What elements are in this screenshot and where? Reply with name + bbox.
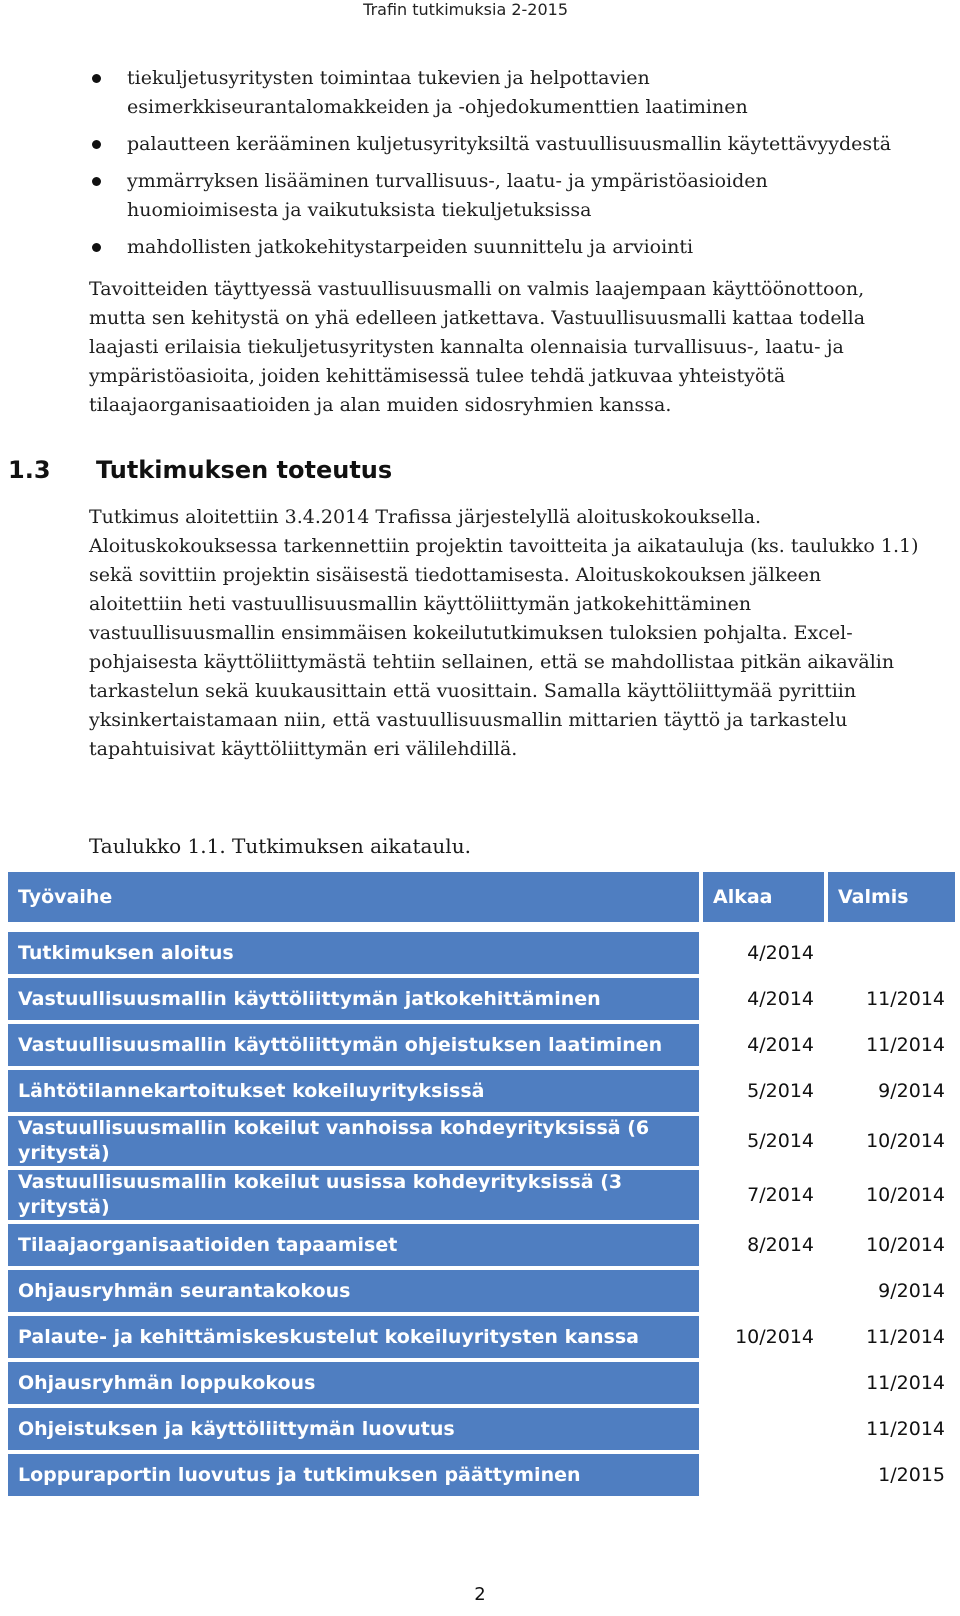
phase-cell: Loppuraportin luovutus ja tutkimuksen päättyminen — [8, 1454, 703, 1496]
page-number: 2 — [474, 1584, 486, 1605]
start-cell: 4/2014 — [703, 978, 828, 1020]
table-row — [8, 1116, 955, 1166]
bullet-text: mahdollisten jatkokehitystarpeiden suunnittelu ja arviointi — [127, 236, 694, 258]
implementation-paragraph: Tutkimus aloitettiin 3.4.2014 Trafissa järjestelyllä aloituskokouksella. Aloituskokouksessa tarkennettiin projektin tavoitteita ja aikatauluja (ks. taulukko 1.1) sekä sovittiin projektin sisäisestä tiedottamisesta. Aloituskokouksen jälkeen aloitettiin heti vastuullisuusmallin käyttöliittymän jatkokehittäminen vastuullisuusmallin ensimmäisen kokeilututkimuksen tuloksien pohjalta. Excel-pohjaisesta käyttöliittymästä tehtiin sellainen, että se mahdollistaa pitkän aikavälin tarkastelun sekä kuukausittain että vuosittain. Samalla käyttöliittymää pyrittiin yksinkertaistamaan niin, että vastuullisuusmallin mittarien täyttö ja tarkastelu tapahtuisivat käyttöliittymän eri välilehdillä. — [89, 506, 919, 760]
bullet-item — [0, 167, 960, 225]
start-cell — [703, 1408, 828, 1450]
bullet-text: tiekuljetusyritysten toimintaa tukevien ja helpottavien esimerkkiseurantalomakkeiden ja -ohjedokumenttien laatiminen — [127, 67, 748, 118]
phase-cell: Palaute- ja kehittämiskeskustelut kokeiluyritysten kanssa — [8, 1316, 703, 1358]
start-cell: 5/2014 — [703, 1116, 828, 1166]
start-cell — [703, 1270, 828, 1312]
table-row — [8, 1316, 955, 1358]
phase-cell: Vastuullisuusmallin kokeilut uusissa kohdeyrityksissä (3 yritystä) — [8, 1170, 703, 1220]
end-cell — [828, 932, 955, 974]
bullet-text: palautteen kerääminen kuljetusyrityksiltä vastuullisuusmallin käytettävyydestä — [127, 133, 892, 155]
section-number: 1.3 — [8, 456, 51, 484]
table-row — [8, 1224, 955, 1266]
table-row — [8, 932, 955, 974]
schedule-table — [8, 868, 955, 1500]
start-cell: 7/2014 — [703, 1170, 828, 1220]
end-cell: 11/2014 — [828, 978, 955, 1020]
bullet-icon — [92, 243, 101, 252]
table-row — [8, 1454, 955, 1496]
end-cell: 10/2014 — [828, 1170, 955, 1220]
table-row — [8, 1024, 955, 1066]
end-cell: 1/2015 — [828, 1454, 955, 1496]
end-cell: 11/2014 — [828, 1316, 955, 1358]
end-cell: 9/2014 — [828, 1070, 955, 1112]
table-row — [8, 1408, 955, 1450]
phase-cell: Vastuullisuusmallin käyttöliittymän jatkokehittäminen — [8, 978, 703, 1020]
bullet-item — [0, 130, 960, 159]
bullet-icon — [92, 177, 101, 186]
bullet-text: ymmärryksen lisääminen turvallisuus-, laatu- ja ympäristöasioiden huomioimisesta ja vaikutuksista tiekuljetuksissa — [127, 170, 768, 221]
end-cell: 11/2014 — [828, 1408, 955, 1450]
bullet-item — [0, 64, 960, 122]
end-cell: 10/2014 — [828, 1224, 955, 1266]
phase-cell: Tilaajaorganisaatioiden tapaamiset — [8, 1224, 703, 1266]
start-cell: 10/2014 — [703, 1316, 828, 1358]
phase-cell: Ohjausryhmän seurantakokous — [8, 1270, 703, 1312]
goals-bullet-list — [0, 64, 960, 270]
table-caption: Taulukko 1.1. Tutkimuksen aikataulu. — [89, 834, 471, 858]
phase-cell: Ohjeistuksen ja käyttöliittymän luovutus — [8, 1408, 703, 1450]
running-header: Trafin tutkimuksia 2-2015 — [363, 0, 568, 19]
start-cell: 4/2014 — [703, 932, 828, 974]
table-row — [8, 978, 955, 1020]
start-cell: 4/2014 — [703, 1024, 828, 1066]
start-cell: 5/2014 — [703, 1070, 828, 1112]
phase-cell: Vastuullisuusmallin käyttöliittymän ohjeistuksen laatiminen — [8, 1024, 703, 1066]
end-cell: 11/2014 — [828, 1362, 955, 1404]
section-title: Tutkimuksen toteutus — [96, 456, 393, 484]
table-row — [8, 1270, 955, 1312]
bullet-icon — [92, 74, 101, 83]
column-header-phase: Työvaihe — [8, 872, 703, 922]
bullet-icon — [92, 140, 101, 149]
end-cell: 11/2014 — [828, 1024, 955, 1066]
table-row — [8, 1070, 955, 1112]
column-header-start: Alkaa — [703, 872, 828, 922]
goals-paragraph: Tavoitteiden täyttyessä vastuullisuusmalli on valmis laajempaan käyttöönottoon, mutta sen kehitystä on yhä edelleen jatkettava. Vastuullisuusmalli kattaa todella laajasti erilaisia tiekuljetusyritysten kannalta olennaisia turvallisuus-, laatu- ja ympäristöasioita, joiden kehittämisessä tulee tehdä jatkuvaa yhteistyötä tilaajaorganisaatioiden ja alan muiden sidosryhmien kanssa. — [89, 278, 866, 416]
phase-cell: Vastuullisuusmallin kokeilut vanhoissa kohdeyrityksissä (6 yritystä) — [8, 1116, 703, 1166]
phase-cell: Ohjausryhmän loppukokous — [8, 1362, 703, 1404]
end-cell: 9/2014 — [828, 1270, 955, 1312]
table-row — [8, 1362, 955, 1404]
end-cell: 10/2014 — [828, 1116, 955, 1166]
phase-cell: Lähtötilannekartoitukset kokeiluyrityksissä — [8, 1070, 703, 1112]
table-row — [8, 1170, 955, 1220]
start-cell: 8/2014 — [703, 1224, 828, 1266]
start-cell — [703, 1362, 828, 1404]
column-header-end: Valmis — [828, 872, 955, 922]
bullet-item — [0, 233, 960, 262]
phase-cell: Tutkimuksen aloitus — [8, 932, 703, 974]
start-cell — [703, 1454, 828, 1496]
section-heading — [8, 456, 392, 484]
table-header-row — [8, 872, 955, 922]
